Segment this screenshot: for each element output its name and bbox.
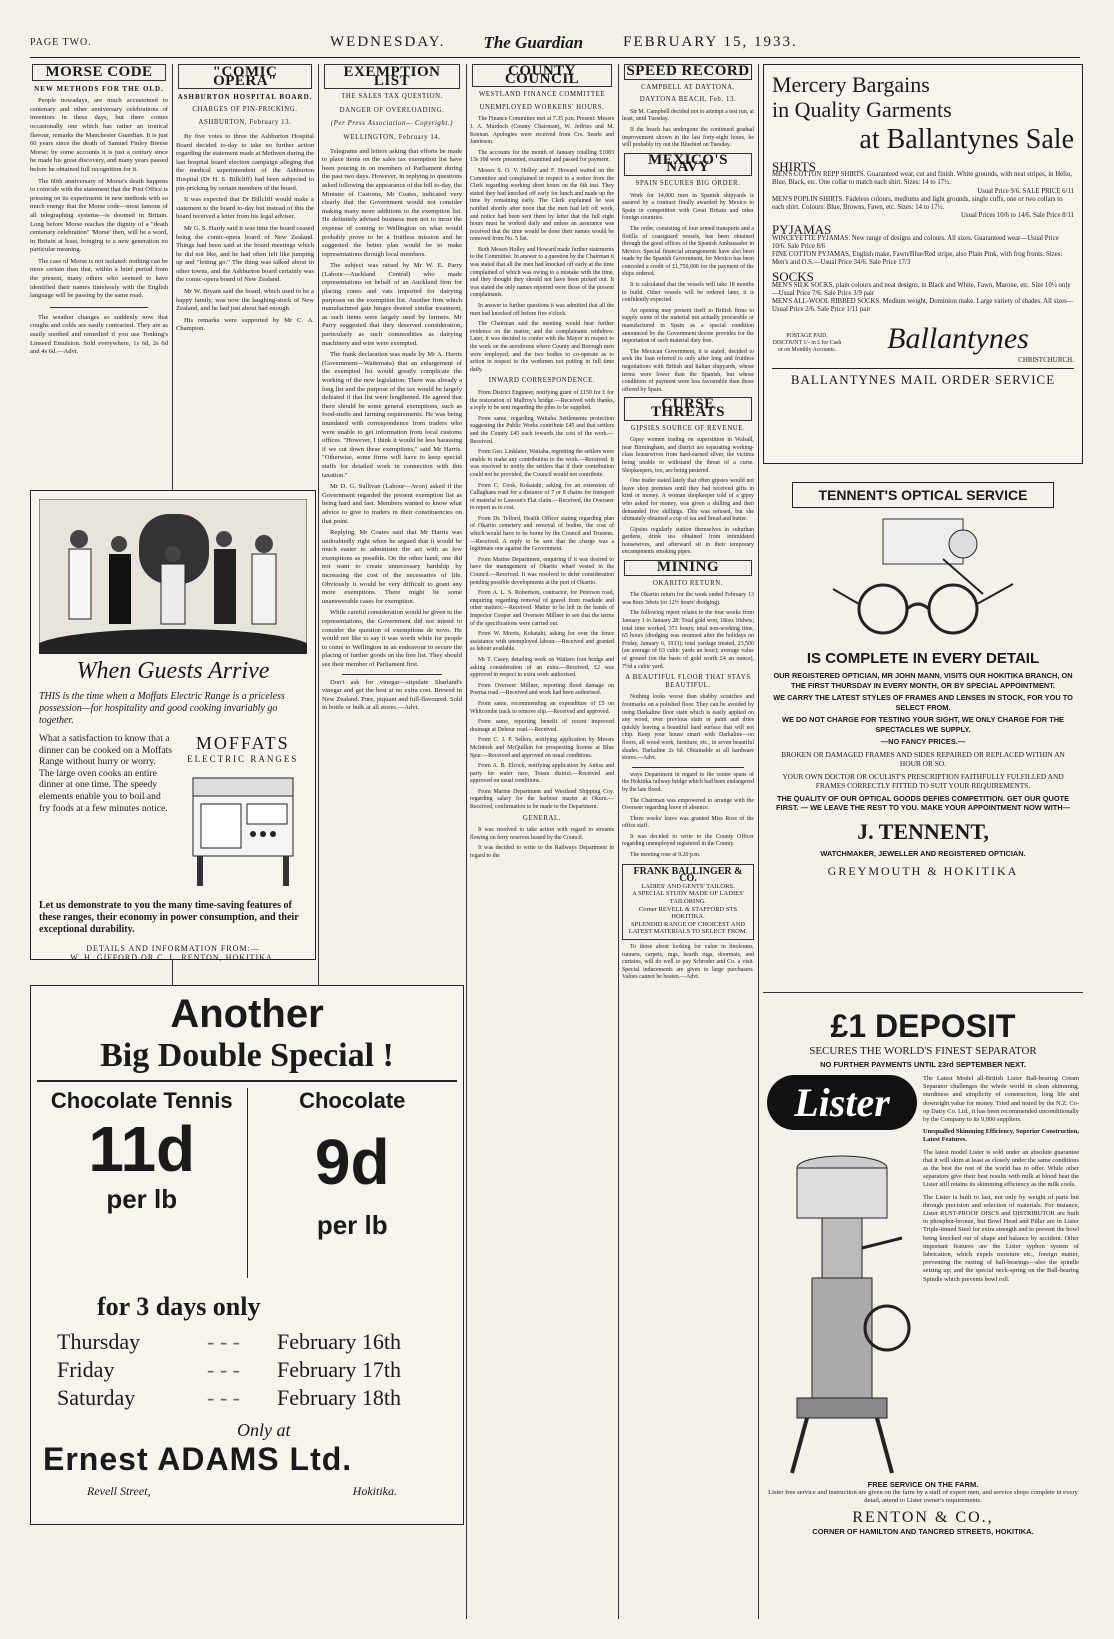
paragraph: Gipsies regularly station themselves in suburban gardens, drink tea obtained from intimidated housewives, and afterward sit in their temporary encampments smoking pipes. <box>622 526 754 556</box>
headline: "COMIC OPERA" <box>178 64 312 89</box>
article-county-council <box>470 64 614 1614</box>
ballinger-address: Corner REVELL & STAFFORD STS HOKITIKA. <box>638 905 738 921</box>
paragraph: One trader stated lately that often gipsies would not leave shop premises until they had received gifts in kind or money. A woman shopkeeper told of a gipsy who asked for money, was given a shilling and then demanded five shillings. This was refused, but she ultimately obtained a cup of tea and bread and butter. <box>622 478 754 523</box>
subheading: ASHBURTON HOSPITAL BOARD. <box>177 93 313 102</box>
tennent-text: YOUR OWN DOCTOR OR OCULIST'S PRESCRIPTION FAITHFULLY FULFILLED AND FRAMES CORRECTLY FITTED TO SUIT YOUR REQUIREMENTS. <box>782 771 1064 790</box>
postage-note: POSTAGE PAID. DISCOUNT 1/- in £ for Cash or on Monthly Accounts. <box>772 332 842 353</box>
dateline: WELLINGTON, February 14. <box>343 133 441 141</box>
ballinger-title: FRANK BALLINGER & CO. <box>633 865 743 885</box>
column-five <box>622 64 754 1614</box>
dateline: DAYTONA BEACH, Feb. 13. <box>639 96 737 104</box>
ballantynes-title-3: at Ballantynes Sale <box>859 124 1074 155</box>
tennent-text: WE DO NOT CHARGE FOR TESTING YOUR SIGHT, WE ONLY CHARGE FOR THE SPECTACLES WE SUPPLY. <box>782 715 1064 734</box>
moffats-hostess-illustration <box>39 499 307 654</box>
tennent-trade: WATCHMAKER, JEWELLER AND REGISTERED OPTICIAN. <box>820 848 1026 858</box>
lister-text: Unequalled Skimming Efficiency, Superior Construction, Latest Features. <box>923 1128 1079 1144</box>
advertisement-text: The weather changes so suddenly now that coughs and colds are easily contracted. They are as easily soothed and remedied if you use Tonking's Linseed Emulsion. Sold everywhere, 1s 6d, 2s 6d and 4s 6d.—Advt. <box>30 313 168 356</box>
day-3: Saturday <box>57 1385 136 1410</box>
tennent-text: —NO FANCY PRICES.— <box>880 737 966 746</box>
days-label: for 3 days only <box>97 1292 261 1321</box>
pyjamas-item-2: FINE COTTON PYJAMAS, English make, Fawn/Blue/Red stripe, also Plain Pink, with frog fronts. Sizes: Men's and O.S.—Usual Price 34/6. Sale Price 17/3 <box>772 251 1063 267</box>
cream-separator-illustration <box>767 1138 917 1478</box>
paragraph: From C. Cook, Kokatahi, asking for an extension of Callaghans road for a distance of 7 or 8 chains for transport of material to Lawson's Flat claim.—Received, the Overseer to report as to cost. <box>470 482 614 512</box>
tennent-text: THE QUALITY OF OUR OPTICAL GOODS DEFIES COMPETITION. GET OUR QUOTE FIRST. — WE LEAVE THE REST TO YOU. MAKE YOUR APPOINTMENT NOW WITH— <box>776 793 1070 812</box>
column-rule <box>618 64 619 1619</box>
ballinger-line: A SPECIAL STUDY MADE OF LADIES' TAILORING. <box>632 890 744 906</box>
adams-line2: Big Double Special ! <box>37 1036 457 1082</box>
paragraph: From Dr. Telford, Health Officer stating regarding plan of Okarito cemetery and removal of bodies, the cost of which would have to be borne by the Council and Trustees.—Received. A reply to be sent that the charge was a legitimate one against the Government. <box>470 515 614 553</box>
credit-line: (Per Press Association— Copyright.) <box>330 120 454 128</box>
headline: CURSE THREATS <box>624 397 752 420</box>
paragraph: If the beach has undergone the continued gradual improvement shown in the last forty-eight hours, he will probably try out the Bluebird on Tuesday. <box>622 126 754 149</box>
dateline: ASHBURTON, February 13. <box>198 119 292 127</box>
paragraph: Both Messrs Holley and Howard made further statements to the Committee. In answer to a question by the Chairman it was stated that all the men had knocked off early at the time complained of which was owing to a mistake with the time, and they thought they should not have been picked out. It was stated the only names reported were those of the present complainants. <box>470 246 614 299</box>
subheading: NEW METHODS FOR THE OLD. <box>34 84 164 93</box>
paragraph: From C. J. P. Sellers, notifying application by Messrs McIntosh and McQuilkin for prospecting license at Blue Spur.—Received and approved on usual conditions. <box>470 737 614 759</box>
tennent-advertisement <box>763 478 1083 978</box>
headline: COUNTY COUNCIL <box>472 64 612 87</box>
lister-free-service: FREE SERVICE ON THE FARM. <box>867 1480 979 1489</box>
ballinger-sub: LADIES' AND GENTS' TAILORS. <box>641 882 735 890</box>
moffats-agents: W. H. GIFFORD OR C. L. RENTON, HOKITIKA. <box>70 953 276 962</box>
paragraph: From Overseer Millner, reporting flood damage on Poerua road.—Received and work had been authorised. <box>470 682 614 697</box>
subheading: SPAIN SECURES BIG ORDER. <box>635 179 741 187</box>
column-rule <box>466 64 467 1619</box>
paragraph: It was resolved to take action with regard to streams flowing on ferry reserves leased by the Council. <box>470 827 614 841</box>
subheading: UNEMPLOYED WORKERS' HOURS. <box>479 103 605 111</box>
moffats-brand: MOFFATS <box>195 733 290 753</box>
socks-item-1: MEN'S SILK SOCKS, plain colours and neat designs, in Black and White, Fawn, Marone, etc. Size 10½ only—Usual Price 7/6. Sale Price 3/9 pair <box>772 281 1071 297</box>
product-2-price: 9d <box>314 1126 390 1198</box>
subheading: WESTLAND FINANCE COMMITTEE <box>478 91 606 99</box>
article-exemption-list <box>322 64 462 989</box>
paragraph: The Mexican Government, it is stated, decided to seek the loan referred to only after long and fruitless negotiations with British and Italian shipyards, whose terms were lower than the Spanish, but whose conditions of payment were less favourable than those offered by Spain. <box>622 348 754 393</box>
paragraph: Three weeks' leave was granted Miss Ross of the office staff. <box>622 815 754 830</box>
tennent-name: J. TENNENT, <box>857 818 989 844</box>
paragraph: The Finance Committee met at 7.35 p.m. Present: Messrs J. A. Murdoch (County Chairman), W. Jeffries and M. Keenan. Apologies were received from Crs. Searle and Jamieson. <box>470 116 614 146</box>
ballantynes-footer: BALLANTYNES MAIL ORDER SERVICE <box>772 368 1074 388</box>
product-2-unit: per lb <box>316 1210 388 1240</box>
adams-line1: Another <box>170 992 324 1036</box>
paragraph: From Marine Department, enquiring if it was desired to have the management of Okarito wharf vested in the Council.—Received. It was resolved to defer consideration pending possible developments at the port of Okarito. <box>470 556 614 586</box>
tennent-text: OUR REGISTERED OPTICIAN, MR JOHN MANN, VISITS OUR HOKITIKA BRANCH, ON THE FIRST THURSDAY IN EVERY MONTH, OR BY SPECIAL APPOINTMENT. <box>773 671 1073 690</box>
ballantynes-advertisement <box>763 64 1083 464</box>
paragraph: From Marine Department and Westland Shipping Coy. regarding salary for the harbour master at Okuru.—Received, confirmation to be made to the Department. <box>470 788 614 811</box>
subheading: OKARITO RETURN. <box>652 579 724 587</box>
advertisement-text: To those about looking for value in linoleums, runners, carpets, rugs, hearth rugs, doormats, and curtains, will do well to pay Schroder and Co. a visit. Special inducements are given to large purchasers. Values cannot be beaten.—Advt. <box>622 944 754 981</box>
lister-deposit: £1 DEPOSIT <box>830 1008 1016 1044</box>
paragraph: From District Engineer, notifying grant of £150 for £ for the restoration of Malfroy's bridge.—Received with thanks, a reply to be sent regarding the piles to be supplied. <box>470 389 614 412</box>
paragraph: From A. L. S. Robertson, contractor, for Peterson road, enquiring regarding removal of gravel from roadside and other matters.—Received. Matter to be left in the hands of Inspector Cooper and Overseer Millner to see that the terms of the specifications were carried out. <box>470 590 614 627</box>
lister-text: The Lister is built to last, not only by weight of parts but through precision and selection of materials. For instance, Lister RUST-PROOF DISCS and DISTRIBUTOR are built in phosphor-bronze, but Bowl Head and Pillar are in Lister Triple-tinned Steel for extra strength and to prevent the bowl being knocked out of shape and balance by accident. Other important features are the Lister syphon system of lubrication, which expels moisture etc., foreign matter, preventing the rusting of ball-bearings—also the spindle seizing up; and the special neck-spring on the Ball-bearing Spindle which prevents bowl roll. <box>923 1193 1079 1283</box>
subheading: CHARGES OF PIN-PRICKING. <box>192 105 298 113</box>
shirts-heading: SHIRTS <box>772 159 817 174</box>
only-at: Only at <box>237 1420 291 1440</box>
tennent-text: WE CARRY THE LATEST STYLES OF FRAMES AND LENSES IN STOCK, FOR YOU TO SELECT FROM. <box>773 693 1073 712</box>
paragraph: It was expected that Dr Billcliff would make a statement to the board to-day but instead of this the board received a letter from his legal adviser. <box>176 196 314 221</box>
date-1: February 16th <box>277 1329 402 1354</box>
paragraph: Nothing looks worse than shabby scratches and footmarks on a polished floor. They can be avoided by using Darkaline floor stain which is easily applied on any wood, over previous stain or paint and dries quickly leaving a beautiful hard surface that will not chip. Keep your house smart with Darkaline—on floors, all wood work, furniture, etc., in seven beautiful shades. Darkaline 2s 6d. Obtainable at all hardware stores.—Advt. <box>622 694 754 762</box>
paragraph: The subject was raised by Mr W. E. Parry (Labour—Auckland Central) who made representations on behalf of an Auckland firm for placing cones and vats imported for dairying purposes on the exemption list. Another firm which manufactured gate hinges desired similar treatment, as such items were largely used by farmers. Mr Parry suggested that they deserved consideration, particularly as such commodities as dairying machinery and wire were exempted. <box>322 262 462 347</box>
ballantynes-signature: Ballantynes <box>887 322 1029 356</box>
socks-heading: SOCKS <box>772 269 814 285</box>
pyjamas-item-1: WINCEYETTE PYJAMAS. New range of designs and colours. All sizes. Guaranteed wear—Usual Price 10/6. Sale Price 8/6 <box>772 234 1059 250</box>
paragraph: In answer to further questions it was admitted that all the men had knocked off before five o'clock. <box>470 303 614 317</box>
column-rule <box>758 64 759 1619</box>
electric-range-icon <box>183 770 303 890</box>
shirts-item-2-price: Usual Prices 10/6 to 14/6. Sale Price 8/11 <box>960 212 1074 220</box>
paragraph: Mr W. Bryant said the board, which used to be a happy family, was now the laughing-stock of New Zealand, and he had just about had enough. <box>176 288 314 313</box>
advertisement-text: Don't ask for vinegar—stipulate Sharland's vinegar and get the best at no extra cost. Brewed in New Zealand. Pure, piquant and full-flavoured. Sold in bottle or bulk at all stores.—Advt. <box>322 678 462 712</box>
moffats-intro: THIS is the time when a Moffats Electric Range is a priceless possession—for hospitality and good cooking invariably go together. <box>39 691 285 726</box>
paragraph: It is calculated that the vessels will take 18 months to build. Other vessels will be ordered later, it is confidently expected. <box>622 282 754 304</box>
paragraph: Mr T. Casey, detailing work on Waitaro foot bridge and asking consideration of an extra.—Received, £2 was approved in respect to extra work authorised. <box>470 656 614 679</box>
paragraph: Replying, Mr Coates said that Mr Harris was undoubtedly right when he argued that it would be much easier to administer the act with as few exemptions as possible. On the other hand, one did not want to create unnecessary hardship by increasing the cost of the necessaries of life. Obviously it would be very difficult to grant any more exemptions. There might be some unanswerable cases for exemption. <box>322 529 462 605</box>
paragraph: The order, consisting of four armed transports and a flotilla of coastguard vessels, has been obtained through the good offices of the Spanish Ambassador in Mexico. Special financial arrangements have also been made by the Spanish Government, for Mexico has been conceded a credit of £1,750,000 for the payment of the ships ordered. <box>622 225 754 278</box>
lister-firm: RENTON & CO., <box>852 1508 994 1526</box>
socks-item-2: MEN'S ALL-WOOL RIBBED SOCKS. Medium weight, Dominion make. Large variety of shades. All sizes—Usual Price 2/6. Sale Price 1/11 pair <box>772 298 1074 314</box>
headline: EXEMPTION LIST <box>324 64 460 89</box>
store-town: Hokitika. <box>352 1484 397 1498</box>
masthead-date: FEBRUARY 15, 1933. <box>623 34 798 50</box>
day-2: Friday <box>57 1357 115 1382</box>
lister-text: The Latest Model all-British Lister Ball-bearing Cream Separator challenges the whole world in clean skimming, sturdiness and simplicity of construction, long life and downright value for money. Tried and tested by the N.Z. Co-op Dairy Co. Ltd., it has been recommended unconditionally by the Company to its 9,000 suppliers. <box>923 1075 1079 1124</box>
paragraph: An opening may present itself to British firms to supply some of the material not actually procurable or manufactured in Spain as a special condition announced by the Government decree provides for the importation of such material duty free. <box>622 307 754 345</box>
paragraph: From W. Morris, Kokatahi, asking for over the fence assistance with unemployed labour.—Received and granted as labour available. <box>470 631 614 653</box>
paragraph: People nowadays, are much accustomed to centenary and other anniversary celebrations of inventors in these days, but there comes occasionally one which has rather an ironical flavour, remarks the Manchester Guardian. It is just 60 years since the death of Samuel Finley Breese Morse; by some accounts it is just a century since he made his great discovery, and many years passed before he obtained full recognition for it. <box>30 97 168 173</box>
page-number: PAGE TWO. <box>30 37 92 48</box>
ballantynes-city: CHRISTCHURCH. <box>1018 356 1074 365</box>
ballantynes-title-2: in Quality Garments <box>772 97 952 122</box>
lister-address: CORNER OF HAMILTON AND TANCRED STREETS, HOKITIKA. <box>812 1526 1034 1536</box>
lister-text: The latest model Lister is sold under an absolute guarantee that it will skim at least as closely under the same conditions as the best the rest of the world has to offer. While other separators give their best results with milk at blood heat the Lister still retains its skimming efficiency as the milk cools. <box>923 1148 1079 1189</box>
paragraph: While careful consideration would be given to the representations, the Government did not intend to consider the question of exemptions de novo. He would not like to say it was worth while for people to come to Wellington in an endeavour to secure the placing of further goods on the free list. They should see their member of Parliament first. <box>322 609 462 668</box>
paragraph: It was decided to write to the County Officer regarding unemployed registered in the County. <box>622 833 754 848</box>
paragraph: It was decided to write to the Railways Department in regard to the <box>470 845 614 860</box>
moffats-advertisement <box>30 490 316 960</box>
optician-spectacles-illustration <box>823 514 1023 644</box>
paragraph: Telegrams and letters asking that efforts be made to place items on the sales tax exemption list have been pouring in on members of Parliament during the past two days. However, in replying to questions asked following the appearance of the bill to-day, the Minister of Customs, Mr Coates, indicated very clearly that the Government would not consider making many more additions to the exemption list. He definitely advised business men not to incur the expense of coming to Wellington on what would probably prove to be a fruitless mission and he suggested the better plan would be to make representations through local members. <box>322 147 462 258</box>
paragraph: The 60th anniversary of Morse's death happens to coincide with the statement that the Post Office is pressing on its experiments in new methods with so much energy that the Morse code—most famous of all telegraphing systems—is doomed in Britain. Long before Morse reaches the dignity of a "death centenary celebration" 'Morse' then, will be a word, in Britain at least, bringing to a new generation no particular meaning. <box>30 177 168 254</box>
subheading: THE SALES TAX QUESTION. <box>341 93 443 101</box>
pyjamas-heading: PYJAMAS <box>772 222 832 238</box>
lister-advertisement <box>763 992 1083 1592</box>
paragraph: The Chairman was empowered to arrange with the Overseer regarding leave of absence. <box>622 797 754 812</box>
section-heading: INWARD CORRESPONDENCE. <box>488 377 596 385</box>
article-morse-code <box>30 64 168 484</box>
paragraph: The frank declaration was made by Mr A. Harris (Government—Waitemata) that an enlargement of the exempted list would greatly complicate the working of the new legislation. There was already a long list and the purpose of the tax would be largely defeated if that list were lengthened. He agreed that there should be some general exemptions, such as food-stuffs and farming requirements. He was being inundated with correspondence from traders who were unable to get information from local customs offices. "However, I think it would be less harassing if we cut down these exemptions," said Mr Harris. "Otherwise, some firms will have to keep special staffs for detailed work in connection with this taxation." <box>322 351 462 479</box>
shirts-item-1: MEN'S COTTON REPP SHIRTS. Guaranteed wear, cut and finish. White grounds, with neat stripes, in Helio, Blue, Black, etc. One collar to match each shirt. Sizes: 14 to 17½. <box>772 171 1073 187</box>
moffats-details: DETAILS AND INFORMATION FROM:— <box>86 944 260 953</box>
paragraph: From Geo. Linklater, Waitaha, regretting the settlers were unable to make any contribution to the work.—Received. It was resolved to notify the settlers that if their contribution could not be provided, the Council would not contribute. <box>470 449 614 478</box>
article-comic-opera <box>176 64 314 484</box>
paragraph: From same, reporting benefit of recent improved drainage at Dehour road.—Received. <box>470 719 614 733</box>
lister-logo: Lister <box>767 1075 917 1130</box>
masthead <box>30 28 1080 58</box>
tennent-towns: GREYMOUTH & HOKITIKA <box>827 863 1019 878</box>
paragraph: From same, regarding Waitaha Settlements protection suggesting the Public Works contribute £45 and that settlers and the County £45 each towards the cost of the work.—Received. <box>470 415 614 445</box>
adams-advertisement: Another Big Double Special ! Chocolate Tennis 11d per lb Chocolate 9d per lb for 3 days only Thursday - - - February 16th Friday - - - February 17th Saturday - - - February 18th Only at Ernest ADAMS Ltd. Revell Street, Hokitika. <box>30 985 464 1525</box>
store-street: Revell Street, <box>87 1484 151 1498</box>
paragraph: The case of Morse is not isolated: nothing can be more certain than that, within a brief period from the present, many others who seemed to have identified their names timelessly with the English language will be passing by the same road. <box>30 257 168 300</box>
paragraph: Work for 14,000 men in Spanish shipyards is assured by a contract finally awarded by Mexico to Spain in competition with Great Britain and other foreign countries. <box>622 192 754 222</box>
paragraph: ways Department in regard to the centre spans of the Hokitika railway bridge which had been endangered by the late flood. <box>622 771 754 793</box>
moffats-brand-sub: ELECTRIC RANGES <box>187 754 299 764</box>
tennent-headline: IS COMPLETE IN EVERY DETAIL <box>806 650 1040 667</box>
section-heading: GENERAL. <box>522 814 562 822</box>
product-1-price: 11d <box>88 1113 196 1185</box>
paragraph: Sir M. Campbell decided not to attempt a test run, at least, until Tuesday. <box>622 108 754 123</box>
subheading: CAMPBELL AT DAYTONA. <box>641 83 735 91</box>
subheading: A BEAUTIFUL FLOOR THAT STAYS BEAUTIFUL. <box>625 674 751 689</box>
product-2-name: Chocolate <box>299 1088 406 1113</box>
moffats-body: What a satisfaction to know that a dinner can be cooked on a Moffats Range without hurry or worry. The large oven cooks an entire dinner at one time. The speedy elements enable you to boil and fry foods at a few minutes notice. <box>39 733 173 814</box>
shirts-item-1-price: Usual Price 9/6. SALE PRICE 6/11 <box>977 187 1074 195</box>
subheading: GIPSIES SOURCE OF REVENUE. <box>630 424 746 432</box>
headline: MINING <box>624 560 752 576</box>
paragraph: Mr D. G. Sullivan (Labour—Avon) asked if the Government regarded the present exemption list as being hard and fast. Members wanted to know what advice to give to traders in their constituencies on that point. <box>322 483 462 525</box>
headline: MORSE CODE <box>32 64 166 81</box>
lister-nofurther: NO FURTHER PAYMENTS UNTIL 23rd SEPTEMBER NEXT. <box>820 1060 1026 1069</box>
paragraph: His remarks were supported by Mr C. A. Champion. <box>176 316 314 333</box>
paragraph: From same, recommending an expenditure of £5 on Whitcombe track to remove slip.—Received and approved. <box>470 700 614 715</box>
day-1: Thursday <box>57 1329 141 1354</box>
paragraph: Messrs S. O. V. Holley and F. Howard waited on the Committee and complained in respect to a notice from the Clerk regarding working short hours on the 6th inst. They stated they had knocked off early for lunch and made up the time by remaining early. The Clerk explained he was notified shortly after noon that the men had left off work, and notice had been sent them by letter that the full eight hours must be worked daily and unless an assurance was received that the time would be done their names would be removed from No. 5 list. <box>470 167 614 243</box>
headline: MEXICO'S NAVY <box>624 153 752 176</box>
paragraph: Mr G. S. Hardy said it was time the board ceased being the comic-opera board of New Zealand. Things had been said at the board meetings which he did not like, and he had often felt like jumping up and "letting go." The thing was talked about in other towns, and the Ashburton board certainly was the comic-opera board of New Zealand. <box>176 224 314 284</box>
paragraph: The following report relates to the four weeks from January 1 to January 28: Total gold won, 18ozs 10dwts; total time worked, 371 hours; total non-working time, 65 hours (dredging was resumed after the holidays on Friday, January 6, 1933); total yardage treated, 23,500 (an average of 63 cubic yards an hour); average value of ground (on the basis of gold worth £4 an ounce), 7½d a cubic yard. <box>622 610 754 670</box>
date-3: February 18th <box>277 1385 402 1410</box>
paragraph: The Chairman said the meeting would hear further evidence on the matter, and the complainants withdrew. Later, it was decided to confer with the Mayor in respect to the work on the aerodrome where County and Borough men were employed, and the two bodies to co-operate as to action in respect to the workmen not putting in full time daily. <box>470 321 614 373</box>
tennent-title: TENNENT'S OPTICAL SERVICE <box>792 482 1054 508</box>
moffats-cta: Let us demonstrate to you the many time-saving features of these ranges, their economy in power consumption, and their exceptional durability. <box>39 900 299 935</box>
moffats-headline: When Guests Arrive <box>76 658 270 684</box>
paragraph: From A. B. Elcock, notifying application by Antiss and party for water race, Totara district.—Received and approved on usual conditions. <box>470 763 614 785</box>
product-1-name: Chocolate Tennis <box>50 1088 233 1113</box>
lister-secures: SECURES THE WORLD'S FINEST SEPARATOR <box>809 1045 1037 1057</box>
paragraph: The accounts for the month of January totalling £1083 13s 10d were presented, examined and passed for payment. <box>470 149 614 164</box>
ballantynes-title-1: Mercery Bargains <box>772 72 930 97</box>
ballinger-footer: SPLENDID RANGE OF CHOICEST AND LATEST MATERIALS TO SELECT FROM. <box>628 920 748 936</box>
column-rule <box>318 64 319 994</box>
product-1-unit: per lb <box>106 1184 178 1214</box>
shirts-item-2: MEN'S POPLIN SHIRTS. Fadeless colours, mediums and light grounds, single cuffs, one or two collars to each shirt. Colours: Blue, Browns, Fawn, etc. Sizes: 14 to 17½. <box>772 195 1063 212</box>
tennent-text: BROKEN OR DAMAGED FRAMES AND SIDES REPAIRED OR REPLACED WITHIN AN HOUR OR SO. <box>781 749 1065 768</box>
paragraph: By five votes to three the Ashburton Hospital Board decided to-day to take no further action regarding the statement made at Methven during the last hospital board election campaign alleging that the medical superintendent of the Ashburton Hospital (Dr H. S. Billcliff) had been subjected to pin-pricking by certain members of the board. <box>176 132 314 192</box>
date-2: February 17th <box>277 1357 402 1382</box>
masthead-title: The Guardian <box>483 32 584 52</box>
headline: SPEED RECORD <box>624 64 752 80</box>
masthead-day: WEDNESDAY. <box>330 34 446 50</box>
paragraph: The Okarito return for the week ended February 13 was 8ozs 3dwts (or 12½ hours' dredging). <box>622 592 754 606</box>
subheading: DANGER OF OVERLOADING. <box>339 106 445 114</box>
paragraph: Gipsy women trading on superstition in Walsall, near Birmingham, and district are separating working-class housewives from hard-earned silver, the victims being unable to withstand the threat of a curse. Shopkeepers, too, are being pestered. <box>622 437 754 474</box>
paragraph: The meeting rose at 9.20 p.m. <box>630 852 701 859</box>
lister-text: Lister free service and instruction are given on the farm by a staff of expert men, and service shops complete in every detail, attend to Lister owner's requirements. <box>768 1489 1078 1505</box>
store-name: Ernest ADAMS Ltd. <box>43 1441 353 1477</box>
